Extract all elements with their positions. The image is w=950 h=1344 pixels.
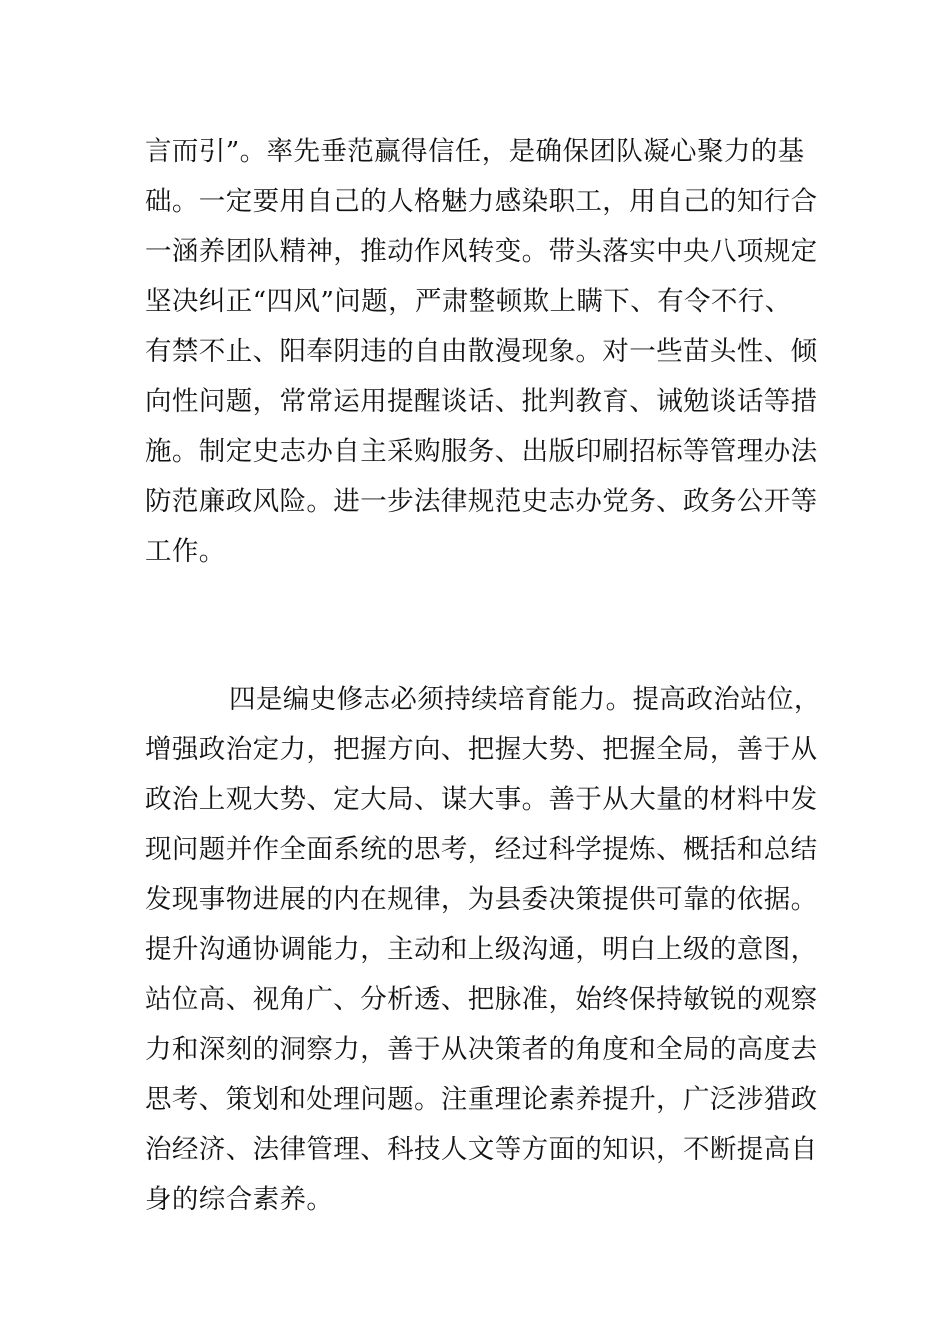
text-line: 力和深刻的洞察力，善于从决策者的角度和全局的高度去: [145, 1034, 818, 1065]
text-line: 施。制定史志办自主采购服务、出版印刷招标等管理办法: [145, 436, 818, 467]
text-line: 提升沟通协调能力，主动和上级沟通，明白上级的意图，: [145, 934, 818, 965]
text-line: 一涵养团队精神，推动作风转变。带头落实中央八项规定: [145, 236, 818, 267]
text-line: 向性问题，常常运用提醒谈话、批判教育、诫勉谈话等措: [145, 386, 818, 417]
text-line: 现问题并作全面系统的思考，经过科学提炼、概括和总结: [145, 834, 818, 865]
text-line: 工作。: [145, 536, 226, 567]
text-line: 防范廉政风险。进一步法律规范史志办党务、政务公开等: [145, 486, 818, 517]
text-line: 思考、策划和处理问题。注重理论素养提升，广泛涉猎政: [145, 1084, 818, 1115]
text-line: 站位高、视角广、分析透、把脉准，始终保持敏锐的观察: [145, 984, 818, 1015]
text-line: 坚决纠正“四风”问题，严肃整顿欺上瞒下、有令不行、: [145, 286, 792, 317]
text-line: 有禁不止、阳奉阴违的自由散漫现象。对一些苗头性、倾: [145, 336, 818, 367]
text-line: 身的综合素养。: [145, 1184, 334, 1215]
text-line: 治经济、法律管理、科技人文等方面的知识，不断提高自: [145, 1134, 818, 1165]
text-line: 础。一定要用自己的人格魅力感染职工，用自己的知行合: [145, 186, 818, 217]
text-line: 政治上观大势、定大局、谋大事。善于从大量的材料中发: [145, 784, 818, 815]
text-line: 发现事物进展的内在规律，为县委决策提供可靠的依据。: [145, 884, 818, 915]
text-line: 四是编史修志必须持续培育能力。提高政治站位，: [229, 684, 821, 715]
text-line: 言而引”。率先垂范赢得信任，是确保团队凝心聚力的基: [145, 136, 805, 167]
text-line: 增强政治定力，把握方向、把握大势、把握全局，善于从: [145, 734, 818, 765]
